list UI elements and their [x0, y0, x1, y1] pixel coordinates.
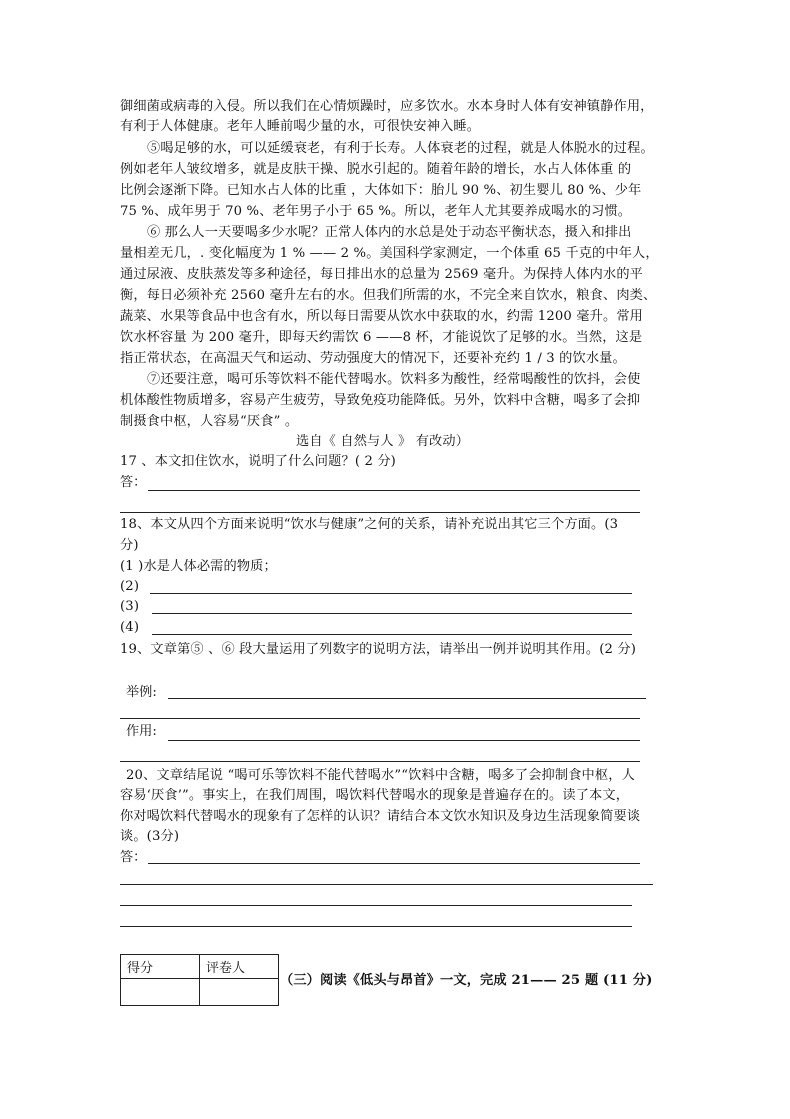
passage-line-8: 量相差无几，. 变化幅度为 1 % —— 2 %。美国科学家测定，一个体重 65 千克的中年人， [120, 246, 659, 261]
passage-line-12: 饮水杯容量 为 200 毫升，即每天约需饮 6 ——8 杯，才能说饮了足够的水。当然，这是 [120, 330, 643, 345]
q20-answer-line-2[interactable] [120, 884, 653, 885]
q20-answer-line-4[interactable] [120, 926, 632, 927]
q20-answer-line-3[interactable] [120, 905, 632, 906]
q18-item-3-line[interactable] [152, 613, 632, 614]
passage-line-4: 例如老年人皱纹增多，就是皮肤干操、脱水引起的。随着年龄的增长，水占人体体重 的 [120, 162, 632, 177]
passage-line-5: 比例会逐渐下降。已知水占人体的比重 ，大体如下：胎儿 90 %、初生婴儿 80 %、少年 [120, 183, 642, 198]
q19-effect-line-2[interactable] [120, 761, 640, 762]
q18-item-4-line[interactable] [152, 634, 632, 635]
q20-answer-line-1[interactable] [148, 863, 640, 864]
question-20-line-2: 容易‘厌食’”。事实上，在我们周围，喝饮料代替喝水的现象是普遍存在的。读了本文， [120, 788, 630, 803]
q20-answer-label: 答： [120, 850, 147, 865]
q19-effect-label: 作用: [126, 724, 157, 739]
passage-line-7: ⑥ 那么人一天要喝多少水呢？正常人体内的水总是处于动态平衡状态，摄入和排出 [147, 225, 632, 240]
passage-line-15: 机体酸性物质增多，容易产生疲劳，导致免疫功能降低。另外，饮料中含糖，喝多了会抑 [120, 393, 641, 408]
question-20-line-4: 谈。(3分) [120, 829, 180, 844]
q17-answer-line-2[interactable] [120, 512, 640, 513]
question-19: 19、文章第⑤ 、⑥ 段大量运用了列数字的说明方法，请举出一例并说明其作用。(2 分) [120, 642, 637, 657]
q19-example-label: 举例: [126, 685, 157, 700]
q18-item-4-label: (4) [120, 620, 140, 635]
section-3-title: （三）阅读《低头与昂首》一文，完成 21—— 25 题 (11 分) [280, 973, 653, 988]
q17-answer-line-1[interactable] [148, 490, 640, 491]
passage-line-11: 蔬菜、水果等食品中也含有水，所以每日需要从饮水中获取的水，约需 1200 毫升。常用 [120, 309, 643, 324]
score-header: 得分 [121, 955, 200, 979]
q19-example-line-1[interactable] [168, 698, 646, 699]
q19-example-line-2[interactable] [120, 718, 640, 719]
q18-item-3-label: (3) [120, 599, 140, 614]
passage-line-14: ⑦还要注意，喝可乐等饮料不能代替喝水。饮料多为酸性，经常喝酸性的饮抖，会使 [147, 372, 641, 387]
score-table [120, 954, 279, 1006]
passage-line-16: 制摄食中枢，人容易“厌食” 。 [120, 414, 299, 429]
question-18-line-1: 18、本文从四个方面来说明“饮水与健康”之何的关系，请补充说出其它三个方面。(3 [120, 517, 619, 532]
passage-line-6: 75 %、成年男于 70 %、老年男子小于 65 %。所以，老年人尤其要养成喝水的习惯。 [120, 204, 632, 219]
question-20-line-3: 你对喝饮料代替喝水的现象有了怎样的认识？请结合本文饮水知识及身边生活现象简要谈 [120, 809, 641, 824]
score-cell[interactable] [121, 979, 200, 1006]
q19-effect-line-1[interactable] [168, 740, 640, 741]
passage-line-10: 衡，每日必须补充 2560 毫升左右的水。但我们所需的水，不完全来自饮水，粮食、肉类、 [120, 288, 657, 303]
q17-answer-label: 答： [120, 475, 147, 490]
grader-header: 评卷人 [200, 955, 279, 979]
question-20-line-1: 20、文章结尾说 “喝可乐等饮料不能代替喝水”“饮料中含糖，喝多了会抑制食中枢，人 [126, 768, 635, 783]
question-18-line-2: 分) [120, 538, 139, 553]
q18-item-2-label: (2) [120, 579, 140, 594]
passage-line-1: 御细菌或病毒的入侵。所以我们在心情烦躁时，应多饮水。水本身时人体有安神镇静作用， [120, 99, 654, 114]
passage-source: 选自《 自然与人 》 有改动） [296, 434, 470, 449]
passage-line-9: 通过尿液、皮肤蒸发等多种途径，每日排出水的总量为 2569 毫升。为保持人体内水的平 [120, 267, 643, 282]
q18-item-1: (1 )水是人体必需的物质； [120, 559, 277, 574]
q18-item-2-line[interactable] [150, 593, 632, 594]
passage-line-3: ⑤喝足够的水，可以延缓衰老，有利于长寿。人体衰老的过程，就是人体脱水的过程。 [147, 141, 654, 156]
grader-cell[interactable] [200, 979, 279, 1006]
question-17: 17 、本文扣住饮水，说明了什么问题？( 2 分) [120, 454, 396, 469]
passage-line-2: 有利于人体健康。老年人睡前喝少量的水，可很快安神入睡。 [120, 119, 481, 134]
passage-line-13: 指正常状态，在高温天气和运动、劳动强度大的情况下，还要补充约 1 / 3 的饮水量。 [120, 351, 626, 366]
